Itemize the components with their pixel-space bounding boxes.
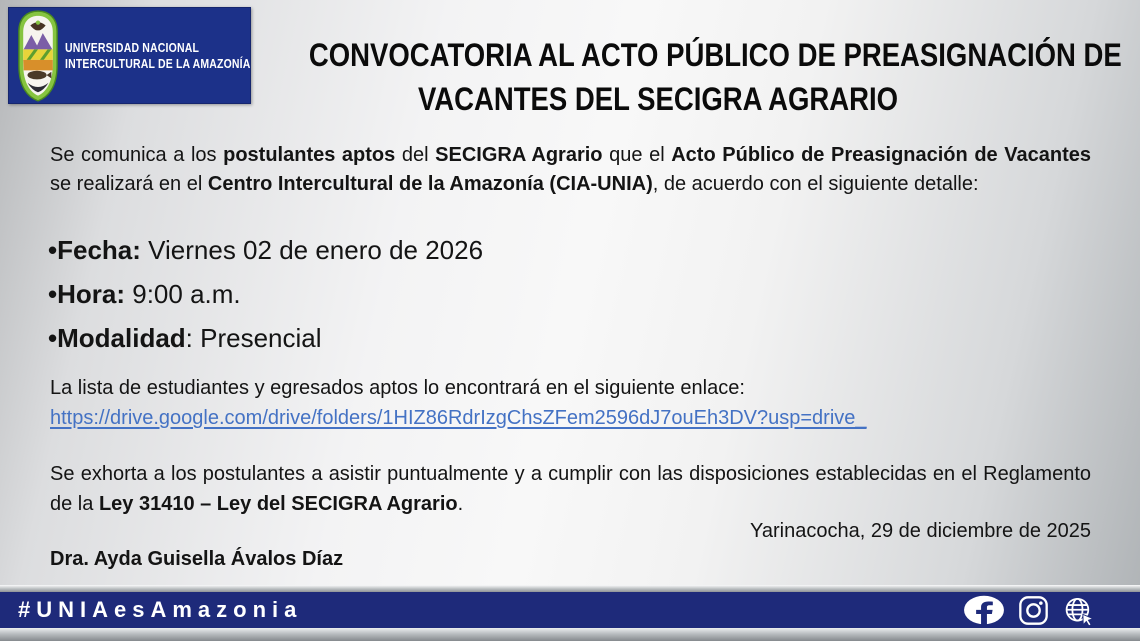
detail-label-fecha: Fecha:	[57, 235, 141, 265]
detail-item-modalidad	[48, 316, 948, 360]
detail-bullet: •	[48, 235, 58, 265]
detail-item-fecha	[48, 228, 948, 272]
detail-item-hora	[48, 272, 948, 316]
detail-value-modalidad: : Presencial	[185, 323, 322, 353]
university-shield-logo	[17, 10, 59, 102]
university-name-line1: UNIVERSIDAD NACIONAL	[65, 40, 200, 55]
detail-bullet: •	[48, 323, 58, 353]
drive-folder-link[interactable]: https://drive.google.com/drive/folders/1HIZ86RdrIzgChsZFem2596dJ7ouEh3DV?usp=drive_	[50, 407, 867, 429]
signature-name: Dra. Ayda Guisella Ávalos Díaz	[50, 548, 344, 570]
web-globe-icon[interactable]	[1062, 595, 1096, 626]
university-name-line2: INTERCULTURAL DE LA AMAZONÍA	[65, 56, 251, 71]
page-title-line1: CONVOCATORIA AL ACTO PÚBLICO DE PREASIGNACIÓN DE	[308, 37, 1122, 73]
detail-bullet: •	[48, 279, 58, 309]
exhort-paragraph: Se exhorta a los postulantes a asistir puntualmente y a cumplir con las disposiciones establecidas en el Reglamento de la Ley 31410 – Ley del SECIGRA Agrario.	[50, 463, 1091, 515]
page-title-line2: VACANTES DEL SECIGRA AGRARIO	[417, 81, 899, 117]
university-banner	[8, 7, 251, 104]
footer-hashtag: #UNIAesAmazonia	[18, 597, 303, 622]
footer-bar	[0, 585, 1140, 641]
footer-bottom-divider	[0, 628, 1140, 641]
detail-label-hora: Hora:	[57, 279, 126, 309]
detail-label-modalidad: Modalidad	[57, 323, 186, 353]
instagram-icon[interactable]	[1018, 595, 1049, 626]
footer-top-divider	[0, 585, 1140, 592]
intro-paragraph: Se comunica a los postulantes aptos del SECIGRA Agrario que el Acto Público de Preasignación de Vacantes se realizará en el Centro Intercultural de la Amazonía (CIA-UNIA), de acuerdo con el siguiente detalle:	[50, 144, 1091, 195]
event-details-list	[48, 228, 948, 360]
social-icons	[963, 595, 1096, 626]
detail-value-fecha: Viernes 02 de enero de 2026	[140, 235, 484, 265]
dateline: Yarinacocha, 29 de diciembre de 2025	[750, 520, 1091, 542]
page-title	[252, 33, 1122, 121]
link-intro-text: La lista de estudiantes y egresados aptos lo encontrará en el siguiente enlace:	[50, 377, 745, 399]
detail-value-hora: 9:00 a.m.	[125, 279, 241, 309]
facebook-icon[interactable]	[963, 595, 1005, 625]
